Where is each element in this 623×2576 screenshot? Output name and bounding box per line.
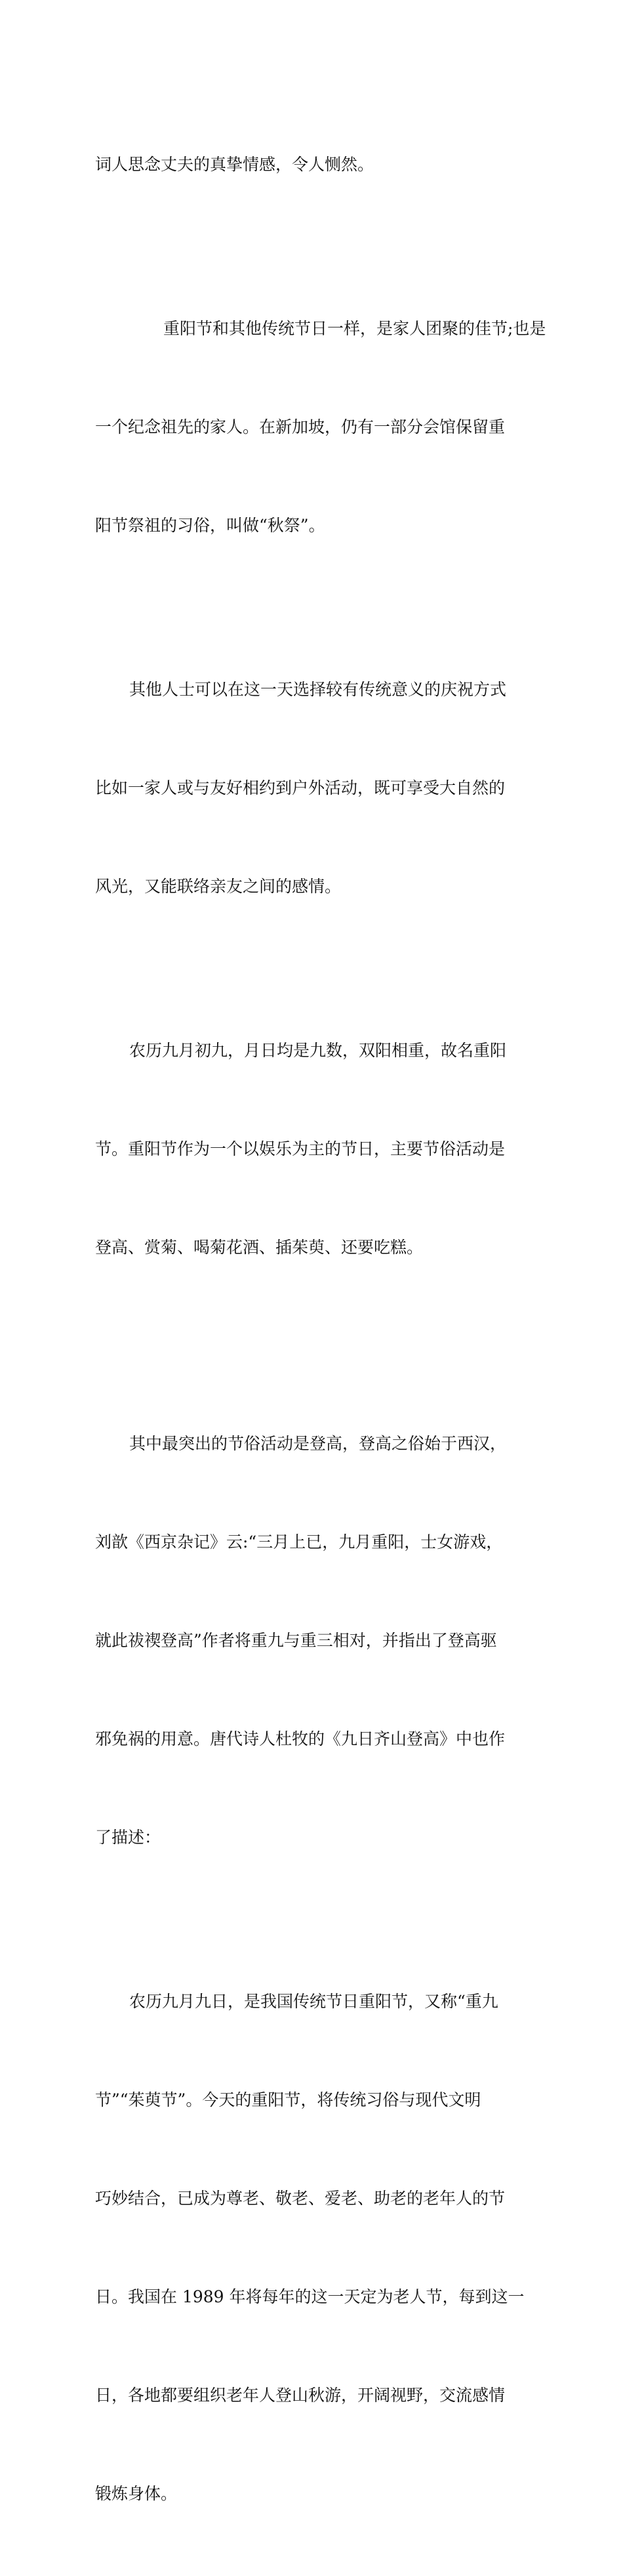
paragraph-line: 邪免祸的用意。唐代诗人杜牧的《九日齐山登高》中也作 xyxy=(95,1729,506,1748)
paragraph-line: 农历九月九日，是我国传统节日重阳节，又称“重九 xyxy=(129,1992,498,2011)
paragraph-line: 节。重阳节作为一个以娱乐为主的节日，主要节俗活动是 xyxy=(95,1139,506,1158)
paragraph-1 xyxy=(95,83,529,247)
paragraph-line: 登高、赏菊、喝菊花酒、插茱萸、还要吃糕。 xyxy=(95,1238,424,1257)
paragraph-line: 词人思念丈夫的真挚情感，令人恻然。 xyxy=(95,155,374,174)
paragraph-line: 了描述： xyxy=(95,1828,161,1847)
paragraph-line: 重阳节和其他传统节日一样，是家人团聚的佳节;也是 xyxy=(163,319,546,338)
paragraph-line: 其中最突出的节俗活动是登高，登高之俗始于西汉， xyxy=(129,1434,507,1453)
paragraph-line: 日，各地都要组织老年人登山秋游，开阔视野，交流感情 xyxy=(95,2386,506,2405)
paragraph-line: 节”“茱萸节”。今天的重阳节，将传统习俗与现代文明 xyxy=(95,2090,481,2109)
paragraph-spacer xyxy=(95,1330,529,1362)
paragraph-5 xyxy=(95,1362,529,1920)
paragraph-line: 一个纪念祖先的家人。在新加坡，仍有一部分会馆保留重 xyxy=(95,417,506,436)
paragraph-3 xyxy=(95,608,529,969)
paragraph-line: 农历九月初九，月日均是九数，双阳相重，故名重阳 xyxy=(129,1041,507,1060)
paragraph-4 xyxy=(95,969,529,1330)
paragraph-2 xyxy=(95,247,546,608)
paragraph-line: 比如一家人或与友好相约到户外活动，既可享受大自然的 xyxy=(95,778,506,797)
document-body xyxy=(95,83,546,2576)
paragraph-line: 其他人士可以在这一天选择较有传统意义的庆祝方式 xyxy=(129,680,507,699)
paragraph-line: 阳节祭祖的习俗，叫做“秋祭”。 xyxy=(95,516,325,535)
paragraph-line: 巧妙结合，已成为尊老、敬老、爱老、助老的老年人的节 xyxy=(95,2189,506,2208)
paragraph-line: 风光，又能联络亲友之间的感情。 xyxy=(95,877,342,896)
paragraph-line: 就此祓禊登高”作者将重九与重三相对，并指出了登高驱 xyxy=(95,1631,497,1650)
paragraph-line: 日。我国在 1989 年将每年的这一天定为老人节，每到这一 xyxy=(95,2287,525,2306)
paragraph-line: 刘歆《西京杂记》云:“三月上已，九月重阳，士女游戏， xyxy=(95,1532,503,1552)
paragraph-line: 锻炼身体。 xyxy=(95,2484,178,2503)
paragraph-6 xyxy=(95,1920,529,2576)
